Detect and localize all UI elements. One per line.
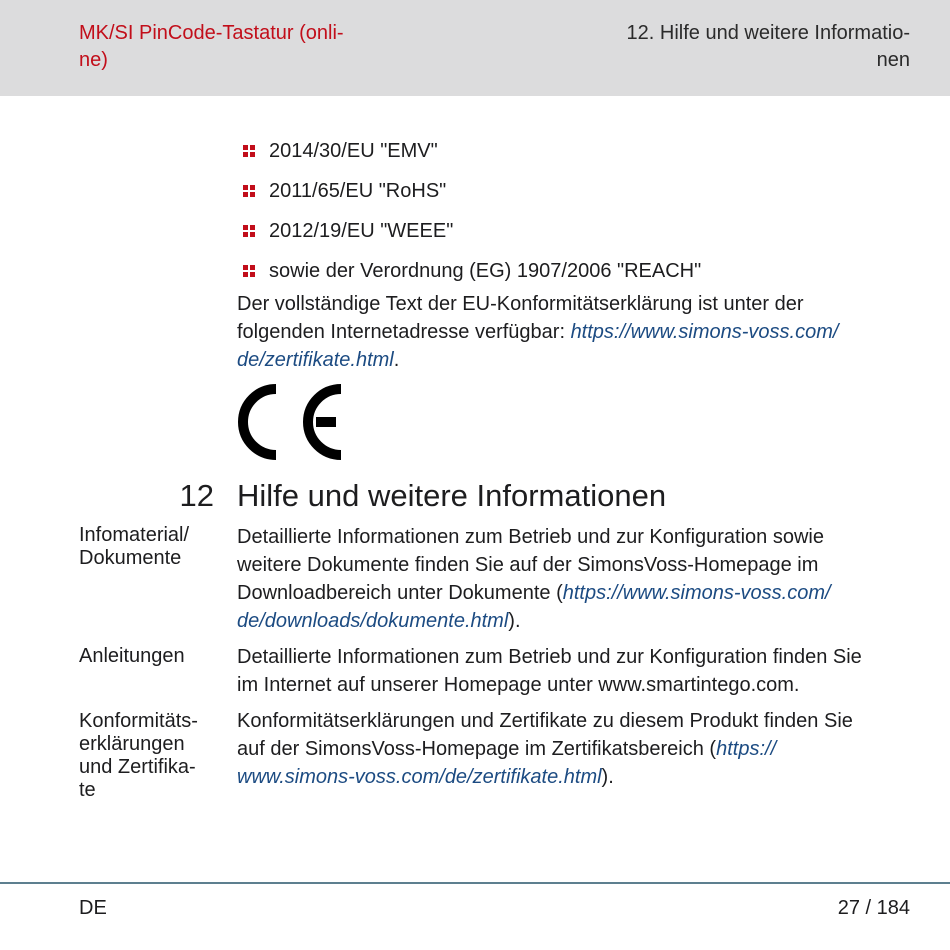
bullet-icon (243, 145, 255, 157)
section-title-line-2: nen (876, 49, 910, 71)
paragraph-text: ). (508, 610, 521, 632)
list-item-text: 2014/30/EU "EMV" (269, 140, 438, 162)
list-item-text: sowie der Verordnung (EG) 1907/2006 "REACH" (269, 260, 702, 282)
section-title (590, 20, 910, 74)
margin-label-manuals (79, 645, 224, 668)
bullet-icon (243, 265, 255, 277)
page-number: 27 / 184 (837, 897, 910, 919)
margin-label-line: Anleitungen (79, 645, 185, 667)
manuals-paragraph (237, 643, 907, 699)
page-header (0, 0, 950, 96)
list-item (240, 178, 701, 218)
paragraph-line (237, 735, 907, 763)
margin-label-line: Konformitäts- (79, 710, 198, 732)
ce-mark-logo (238, 383, 348, 461)
paragraph-line: Detaillierte Informationen zum Betrieb und zur Konfiguration finden Sie (237, 646, 862, 668)
bullet-icon (243, 225, 255, 237)
margin-label-certificates (79, 710, 224, 802)
list-item (240, 218, 701, 258)
certificates-link-continued[interactable]: de/zertifikate.html (237, 349, 394, 371)
certificates-page-link-continued[interactable]: www.simons-voss.com/de/zertifikate.html (237, 766, 602, 788)
margin-label-line: Dokumente (79, 547, 182, 569)
paragraph-text: Downloadbereich unter Dokumente ( (237, 582, 563, 604)
paragraph-text: . (393, 349, 400, 371)
certificates-link[interactable]: https://www.simons-voss.com/ (570, 321, 839, 343)
section-title-line-1: 12. Hilfe und weitere Informatio- (626, 22, 910, 44)
paragraph-line (237, 607, 907, 635)
paragraph-text: folgenden Internetadresse verfügbar: (237, 321, 571, 343)
document-title-line-2: ne) (79, 49, 108, 71)
margin-label-line: Infomaterial/ (79, 524, 190, 546)
paragraph-line (237, 763, 907, 791)
margin-label-line: te (79, 779, 96, 801)
chapter-title: Hilfe und weitere Informationen (237, 478, 667, 513)
paragraph-line (237, 318, 907, 346)
list-item-text: 2012/19/EU "WEEE" (269, 220, 454, 242)
paragraph-line (237, 579, 907, 607)
downloads-link[interactable]: https://www.simons-voss.com/ (562, 582, 831, 604)
certificates-paragraph (237, 707, 907, 791)
certificates-page-link[interactable]: https:// (716, 738, 777, 760)
list-item-text: 2011/65/EU "RoHS" (269, 180, 447, 202)
paragraph-line: weitere Dokumente finden Sie auf der SimonsVoss-Homepage im (237, 554, 819, 576)
paragraph-line: Der vollständige Text der EU-Konformitätserklärung ist unter der (237, 293, 804, 315)
chapter-number: 12 (179, 478, 214, 513)
conformity-paragraph (237, 290, 907, 374)
footer-language: DE (79, 897, 107, 919)
document-title-line-1: MK/SI PinCode-Tastatur (onli- (79, 22, 344, 44)
margin-label-line: erklärungen (79, 733, 185, 755)
downloads-link-continued[interactable]: de/downloads/dokumente.html (237, 610, 509, 632)
directive-list (240, 138, 701, 298)
list-item (240, 138, 701, 178)
footer-divider (0, 882, 950, 884)
info-paragraph (237, 523, 907, 635)
paragraph-text: auf der SimonsVoss-Homepage im Zertifikatsbereich ( (237, 738, 717, 760)
paragraph-line: im Internet auf unserer Homepage unter www.smartintego.com. (237, 674, 800, 696)
paragraph-line (237, 346, 907, 374)
paragraph-line: Konformitätserklärungen und Zertifikate zu diesem Produkt finden Sie (237, 710, 853, 732)
paragraph-text: ). (601, 766, 614, 788)
margin-label-info (79, 524, 224, 570)
bullet-icon (243, 185, 255, 197)
document-title (79, 20, 399, 74)
paragraph-line: Detaillierte Informationen zum Betrieb und zur Konfiguration sowie (237, 526, 824, 548)
margin-label-line: und Zertifika- (79, 756, 196, 778)
